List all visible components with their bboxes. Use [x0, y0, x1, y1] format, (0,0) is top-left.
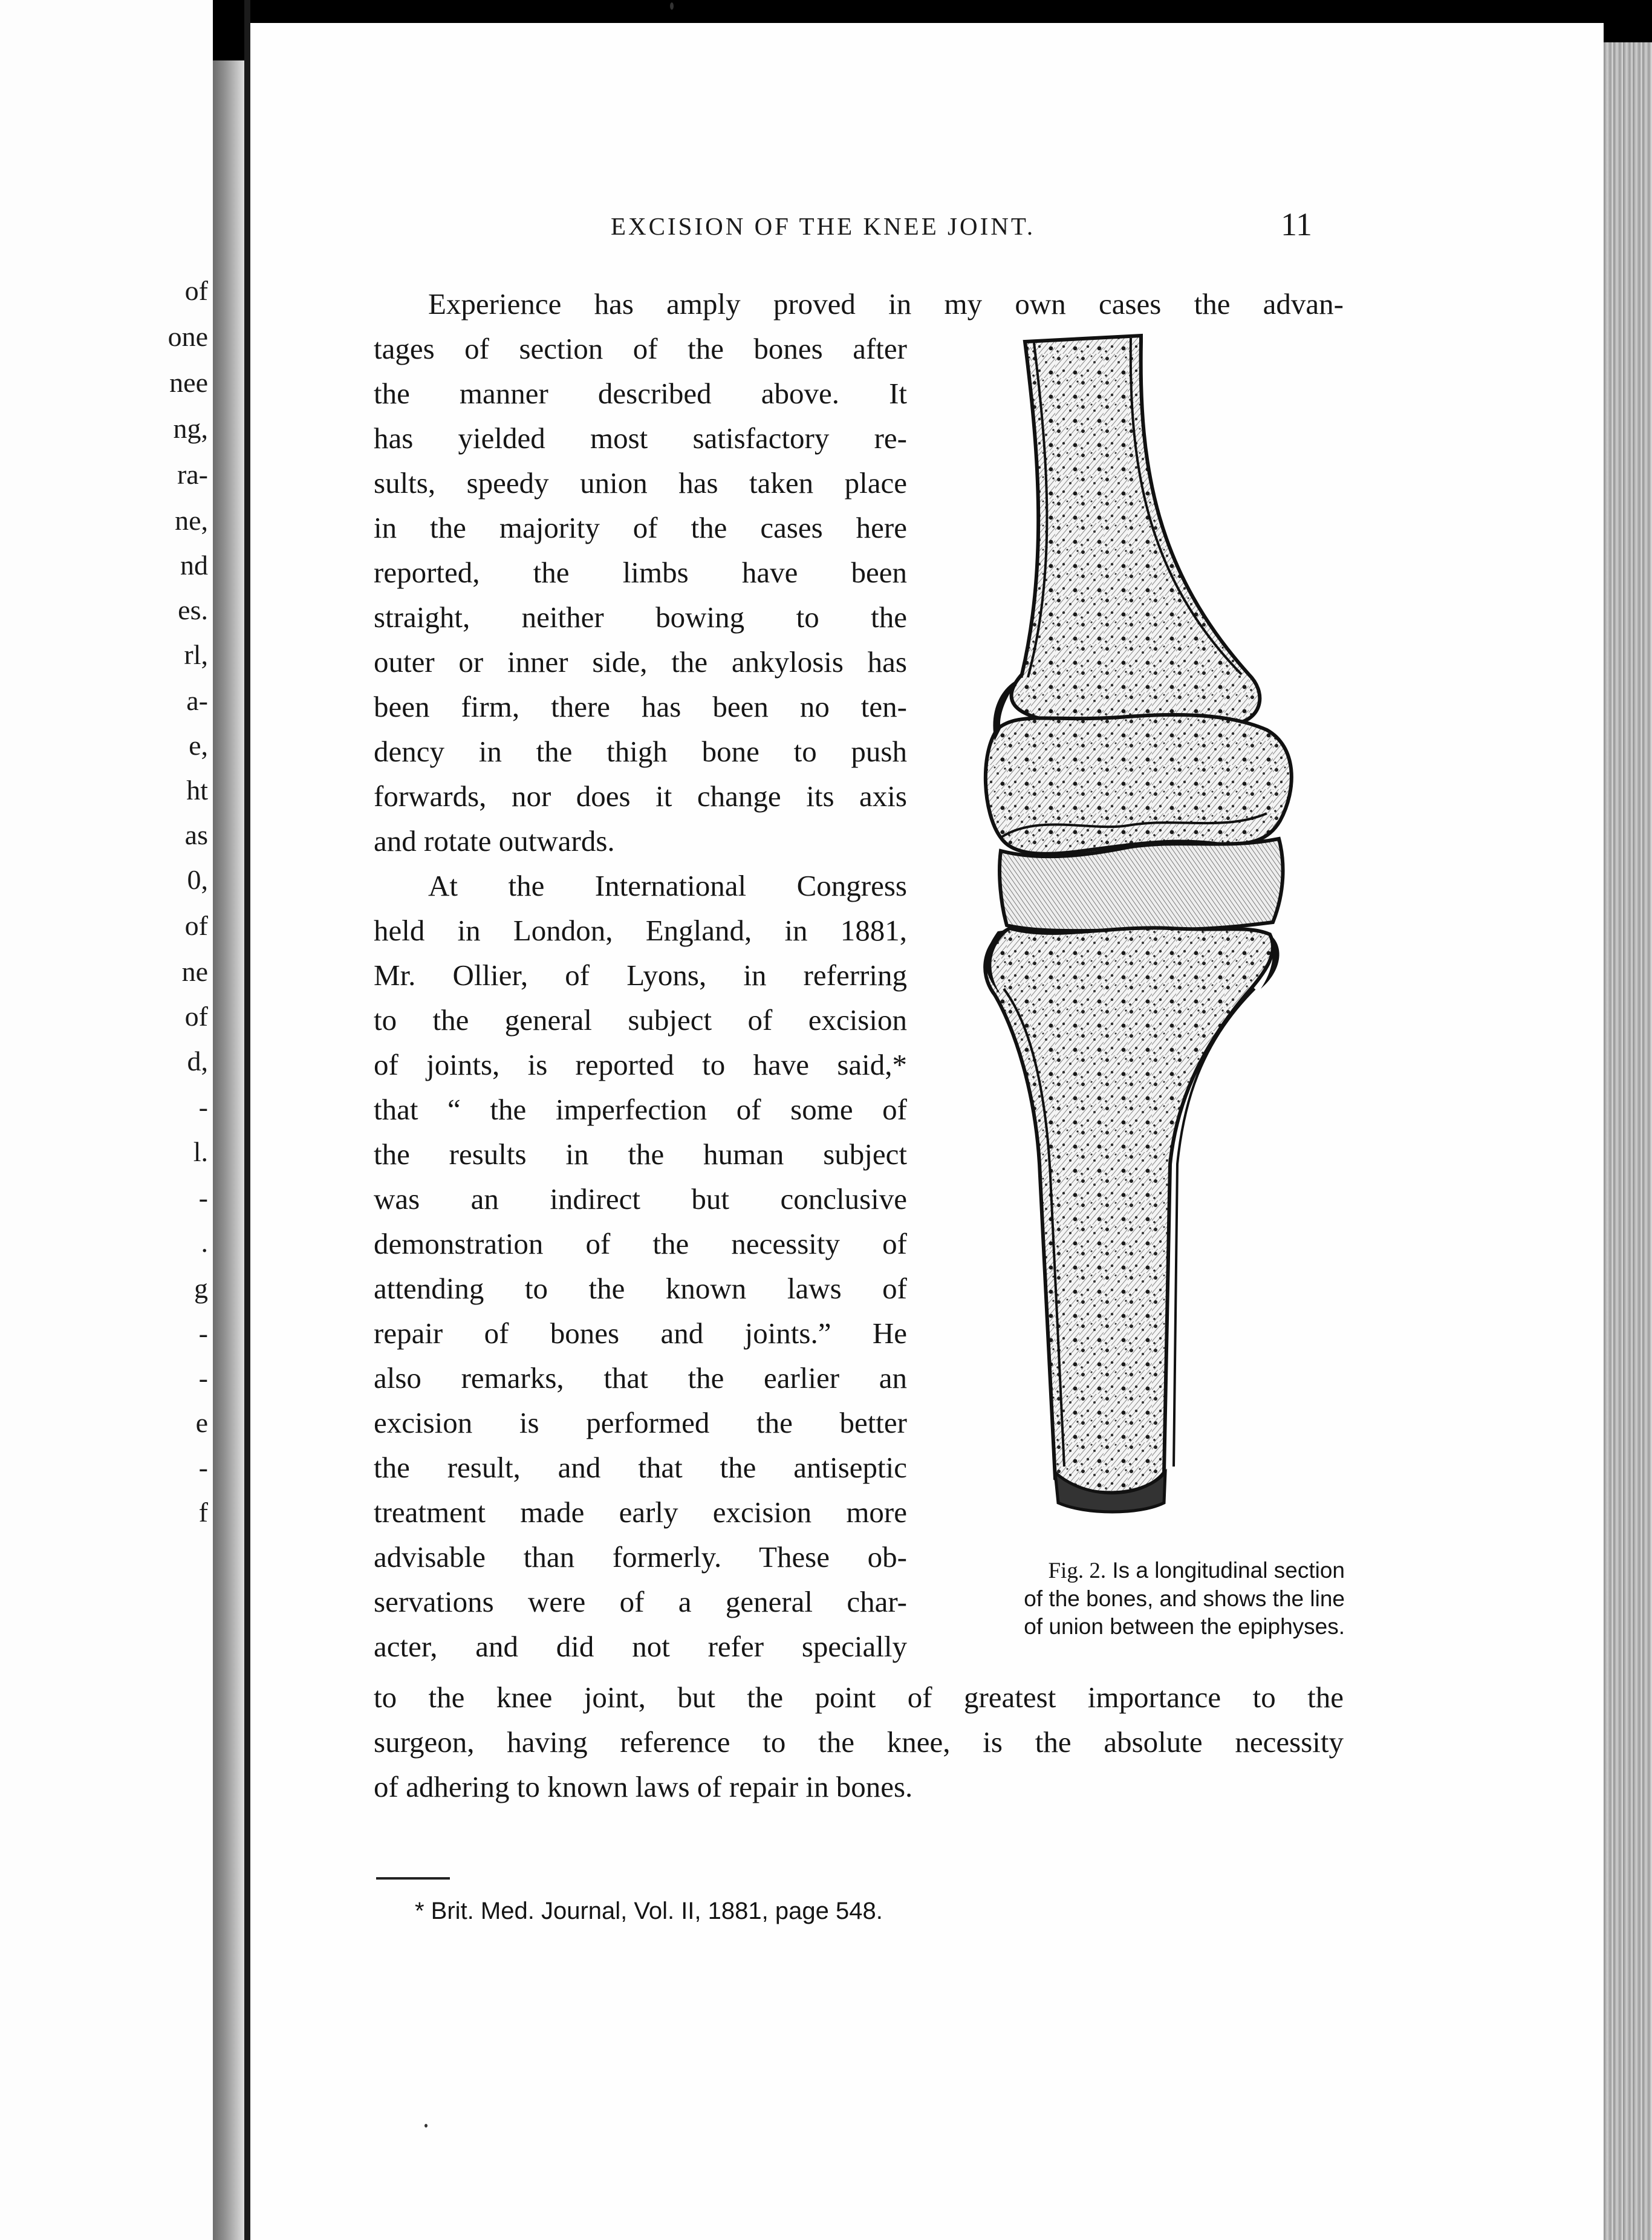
body-line: At the International Congress [428, 869, 907, 902]
body-line: forwards, nor does it change its axis [374, 780, 907, 813]
body-line: outer or inner side, the ankylosis has [374, 645, 907, 679]
figure-label: Fig. 2. [1048, 1558, 1107, 1583]
body-line: of joints, is reported to have said,* [374, 1048, 907, 1081]
body-line: attending to the known laws of [374, 1272, 907, 1305]
body-line: been firm, there has been no ten- [374, 690, 907, 723]
left-page-fragment: of [184, 1001, 208, 1032]
body-line: demonstration of the necessity of [374, 1227, 907, 1260]
left-page-fragment: - [198, 1182, 208, 1213]
left-page-fragment: ne, [175, 505, 208, 536]
body-line: acter, and did not refer specially [374, 1630, 907, 1663]
left-page-fragment: rl, [184, 639, 208, 670]
body-line: straight, neither bowing to the [374, 601, 907, 634]
left-page-fragment: nee [169, 367, 208, 398]
body-line: surgeon, having reference to the knee, is the absolute necessity [374, 1725, 1344, 1759]
gutter [244, 0, 250, 2240]
left-page-fragment: ne [181, 956, 208, 987]
body-line: dency in the thigh bone to push [374, 735, 907, 768]
body-line: and rotate outwards. [374, 824, 615, 858]
body-line: advisable than formerly. These ob- [374, 1540, 907, 1574]
left-page-fragment: ra- [177, 459, 208, 490]
left-page-fragment: - [198, 1092, 208, 1122]
left-page-fragment: 0, [187, 864, 208, 895]
femoral-epiphysis [986, 715, 1292, 854]
body-line: tages of section of the bones after [374, 332, 907, 365]
left-page-fragment: e, [189, 730, 208, 761]
scan-speck [670, 2, 674, 10]
body-line: to the general subject of excision [374, 1003, 907, 1037]
body-line: Experience has amply proved in my own cases the advan- [428, 287, 1344, 321]
body-line: of adhering to known laws of repair in bones. [374, 1770, 913, 1803]
tibia-outline [985, 928, 1273, 1493]
left-page-fragment: ng, [173, 413, 208, 444]
left-page-fragment: e [195, 1407, 208, 1438]
page-number: 11 [1281, 206, 1312, 243]
binding-shadow [213, 60, 244, 2240]
left-page-fragment: of [184, 275, 208, 306]
footnote-rule [376, 1877, 450, 1880]
left-page-fragment: one [167, 321, 208, 352]
left-page-fragment: of [184, 910, 208, 941]
left-page-fragment: . [201, 1227, 208, 1258]
body-line: the results in the human subject [374, 1138, 907, 1171]
caption-text: Is a longitudinal section [1112, 1558, 1345, 1583]
footnote: * Brit. Med. Journal, Vol. II, 1881, page 548. [415, 1898, 883, 1924]
knee-section-illustration [910, 330, 1345, 1539]
left-page-fragment: l. [193, 1136, 208, 1167]
figure-caption [945, 1557, 1345, 1641]
caption-line [945, 1557, 1345, 1585]
body-line: sults, speedy union has taken place [374, 466, 907, 500]
scan-speck [424, 2124, 428, 2128]
left-page-fragment: ht [186, 775, 208, 806]
body-line: held in London, England, in 1881, [374, 914, 907, 947]
femur-outline [1012, 336, 1260, 723]
body-line: repair of bones and joints.” He [374, 1317, 907, 1350]
body-line: also remarks, that the earlier an [374, 1361, 907, 1395]
left-page-fragment: a- [186, 685, 208, 716]
body-line: has yielded most satisfactory re- [374, 422, 907, 455]
left-page-fragment: - [198, 1363, 208, 1393]
body-line: Mr. Ollier, of Lyons, in referring [374, 959, 907, 992]
caption-line: of the bones, and shows the line [1024, 1586, 1345, 1611]
caption-line: of union between the epiphyses. [1024, 1614, 1345, 1639]
body-line: in the majority of the cases here [374, 511, 907, 544]
page-stack-edge [1604, 42, 1652, 2240]
body-line: treatment made early excision more [374, 1496, 907, 1529]
left-page-fragment: es. [178, 594, 208, 625]
left-page-fragment: d, [187, 1046, 208, 1076]
body-line: was an indirect but conclusive [374, 1182, 907, 1216]
body-line: to the knee joint, but the point of greatest importance to the [374, 1681, 1344, 1714]
left-page-fragment: as [184, 819, 208, 850]
left-page-fragment: nd [180, 550, 208, 581]
body-line: reported, the limbs have been [374, 556, 907, 589]
left-page-edge [0, 0, 213, 2240]
left-page-fragment: g [194, 1273, 208, 1304]
left-page-fragment: - [198, 1452, 208, 1483]
body-line: the result, and that the antiseptic [374, 1451, 907, 1484]
body-line: the manner described above. It [374, 377, 907, 410]
left-page-fragment: - [198, 1318, 208, 1349]
body-line: that “ the imperfection of some of [374, 1093, 907, 1126]
running-head: EXCISION OF THE KNEE JOINT. [611, 212, 1036, 240]
body-line: servations were of a general char- [374, 1585, 907, 1618]
body-line: excision is performed the better [374, 1406, 907, 1439]
left-page-fragment: f [198, 1497, 208, 1528]
